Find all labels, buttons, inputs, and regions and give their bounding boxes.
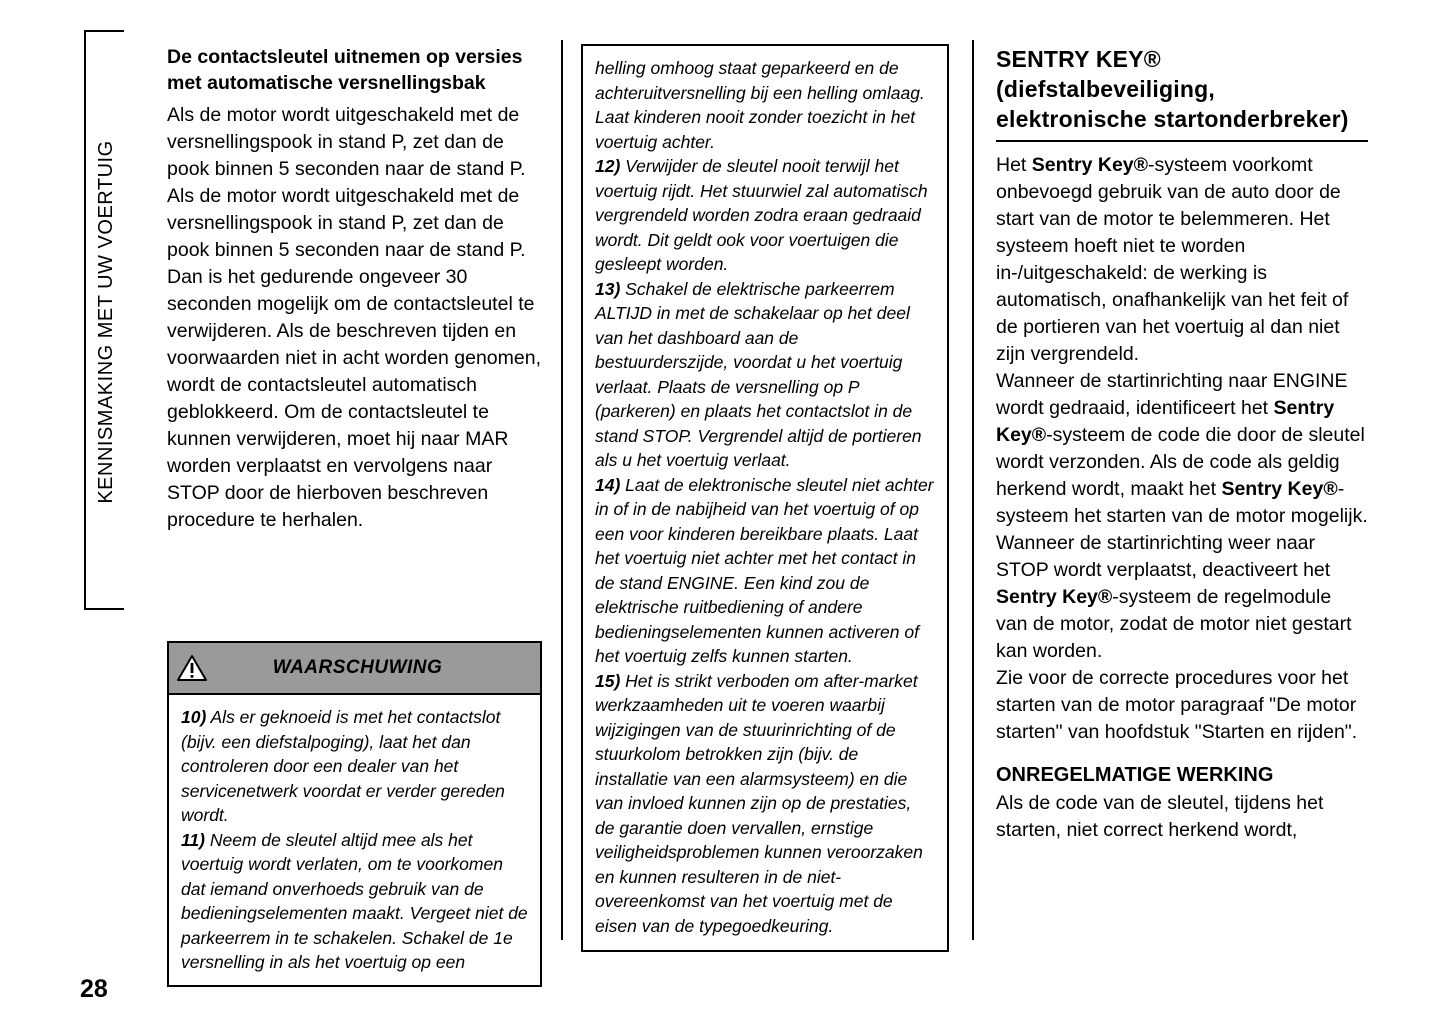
section-tab-label: KENNISMAKING MET UW VOERTUIG — [94, 140, 117, 504]
column-divider-1 — [561, 40, 563, 940]
warning-item: 10) Als er geknoeid is met het contactslot (bijv. een diefstalpoging), laat het dan controleren door een dealer van het servicenetwerk voordat er verder gereden wordt. — [181, 707, 505, 825]
column-one — [167, 44, 542, 534]
warning-title: WAARSCHUWING — [272, 657, 443, 678]
column-divider-2 — [972, 40, 974, 940]
page-title: SENTRY KEY® (diefstalbeveiliging, elektronische startonderbreker) — [996, 46, 1349, 132]
column-one-paragraph: Als de motor wordt uitgeschakeld met de versnellingspook in stand P, zet dan de pook binnen 5 seconden naar de stand P. Als de motor wordt uitgeschakeld met de versnellingspook in stand P, zet dan de pook binnen 5 seconden naar de stand P. Dan is het gedurende ongeveer 30 seconden mogelijk om de contactsleutel te verwijderen. Als de beschreven tijden en voorwaarden niet in acht worden genomen, wordt de contactsleutel automatisch geblokkeerd. Om de contactsleutel te kunnen verwijderen, moet hij naar MAR worden verplaatst en vervolgens naar STOP door de hierboven beschreven procedure te herhalen. — [167, 104, 541, 531]
section-tab — [84, 30, 124, 610]
title-rule — [996, 140, 1368, 142]
warning-body — [169, 695, 540, 985]
warning-header — [169, 643, 540, 695]
irregular-operation-subheading: ONREGELMATIGE WERKING — [996, 764, 1274, 786]
irregular-operation-paragraph: Als de code van de sleutel, tijdens het starten, niet correct herkend wordt, — [996, 792, 1324, 841]
column-three — [996, 44, 1368, 844]
sentry-paragraph-1: Het Sentry Key®-systeem voorkomt onbevoegd gebruik van de auto door de start van de motor te belemmeren. Het systeem hoeft niet te worden in-/uitgeschakeld: de werking is automatisch, onafhankelijk van het feit of de portieren van het voertuig al dan niet zijn vergrendeld. — [996, 154, 1349, 365]
warning-continuation-box — [581, 44, 949, 952]
warning-item: 14) Laat de elektronische sleutel niet achter in of in de nabijheid van het voertuig of op een voor kinderen bereikbare plaats. Laat het voertuig niet achter met het contact in de stand ENGINE. Een kind zou de elektrische ruitbediening of andere bedieningselementen kunnen activeren of het voertuig zelfs kunnen starten. — [595, 474, 934, 666]
warning-triangle-icon — [169, 654, 215, 682]
warning-item: 11) Neem de sleutel altijd mee als het voertuig wordt verlaten, om te voorkomen dat iemand onverhoeds gebruik van de bedieningselementen maakt. Vergeet niet de parkeerrem in te schakelen. Schakel de 1e versnelling in als het voertuig op een — [181, 829, 528, 972]
warning-box — [167, 641, 542, 987]
warning-item: 13) Schakel de elektrische parkeerrem ALTIJD in met de schakelaar op het deel van het dashboard aan de bestuurderszijde, voordat u het voertuig verlaat. Plaats de versnelling op P (parkeren) en plaats het contactslot in de stand STOP. Vergrendel altijd de portieren als u het voertuig verlaat. — [595, 278, 922, 470]
column-two — [581, 44, 949, 952]
page-number: 28 — [80, 975, 108, 1003]
sentry-paragraph-3: Wanneer de startinrichting weer naar STOP wordt verplaatst, deactiveert het Sentry Key®-systeem de regelmodule van de motor, zodat de motor niet gestart kan worden. — [996, 532, 1352, 662]
warning-item: 15) Het is strikt verboden om after-market werkzaamheden uit te voeren waarbij wijzigingen van de stuurinrichting of de stuurkolom betrokken zijn (bijv. de installatie van een alarmsysteem) en die van invloed kunnen zijn op de prestaties, de garantie doen vervallen, ernstige veiligheidsproblemen kunnen veroorzaken en kunnen resulteren in de niet-overeenkomst van het voertuig met de eisen van de typegoedkeuring. — [595, 670, 923, 936]
warning-item: 12) Verwijder de sleutel nooit terwijl het voertuig rijdt. Het stuurwiel zal automatisch vergrendeld worden zodra eraan gedraaid wordt. Dit geldt ook voor voertuigen die gesleept worden. — [595, 156, 928, 274]
column-one-heading: De contactsleutel uitnemen op versies met automatische versnellingsbak — [167, 46, 523, 94]
sentry-paragraph-4: Zie voor de correcte procedures voor het starten van de motor paragraaf "De motor starten" van hoofdstuk "Starten en rijden". — [996, 667, 1358, 743]
warning-item: helling omhoog staat geparkeerd en de achteruitversnelling bij een helling omlaag. Laat kinderen nooit zonder toezicht in het voertuig achter. — [595, 58, 925, 152]
sentry-paragraph-2: Wanneer de startinrichting naar ENGINE wordt gedraaid, identificeert het Sentry Key®-systeem de code die door de sleutel wordt verzonden. Als de code als geldig herkend wordt, maakt het Sentry Key®-systeem het starten van de motor mogelijk. — [996, 370, 1368, 527]
